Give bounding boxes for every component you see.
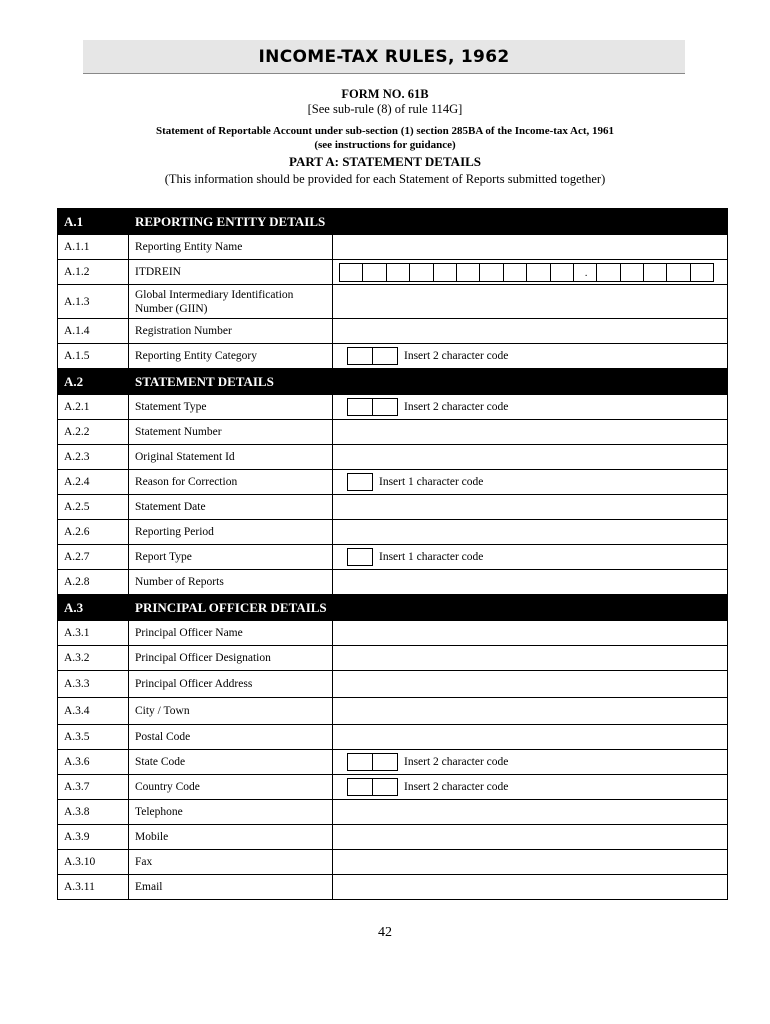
form-row-a3-1 [58,621,728,646]
form-row-a1-5 [58,344,728,369]
form-row-a2-6 [58,520,728,545]
row-label: Reason for Correction [129,470,333,495]
char-box[interactable] [347,473,373,491]
reason-for-correction-cell [333,470,728,495]
country-code-cell [333,775,728,800]
row-code: A.2.8 [58,570,129,595]
row-code: A.3.5 [58,725,129,750]
row-code: A.1.2 [58,260,129,285]
section-header-a2 [58,369,728,395]
row-label: Mobile [129,825,333,850]
form-number: FORM NO. 61B [341,87,429,101]
row-code: A.2.2 [58,420,129,445]
row-code: A.1.1 [58,235,129,260]
char-box[interactable] [347,753,373,771]
code-hint: Insert 2 character code [404,781,509,793]
row-label: Statement Number [129,420,333,445]
statement-form-table [57,208,728,900]
row-code: A.2.4 [58,470,129,495]
char-box[interactable] [347,778,373,796]
row-label: Reporting Period [129,520,333,545]
char-box[interactable] [386,263,410,282]
row-code: A.2.3 [58,445,129,470]
row-code: A.2.7 [58,545,129,570]
statement-line-2: (see instructions for guidance) [314,139,456,151]
sub-rule-reference: [See sub-rule (8) of rule 114G] [307,102,463,116]
document-title: INCOME-TAX RULES, 1962 [83,40,685,74]
row-code: A.3.6 [58,750,129,775]
form-row-a3-6 [58,750,728,775]
form-row-a2-4 [58,470,728,495]
char-box[interactable] [666,263,690,282]
form-row-a3-11 [58,875,728,900]
section-code: A.3 [58,595,129,621]
principal-officer-name-input[interactable] [333,621,728,646]
registration-number-input[interactable] [333,319,728,344]
original-statement-id-input[interactable] [333,445,728,470]
row-label: Number of Reports [129,570,333,595]
row-label: Principal Officer Name [129,621,333,646]
email-input[interactable] [333,875,728,900]
principal-officer-designation-input[interactable] [333,646,728,671]
page-number: 42 [378,925,392,940]
code-hint: Insert 1 character code [379,476,484,488]
row-code: A.3.10 [58,850,129,875]
form-row-a1-3 [58,285,728,319]
row-code: A.3.1 [58,621,129,646]
form-row-a3-7 [58,775,728,800]
char-box[interactable] [409,263,433,282]
form-row-a3-4 [58,698,728,725]
form-row-a3-3 [58,671,728,698]
char-box[interactable] [372,398,398,416]
form-row-a1-4 [58,319,728,344]
report-type-cell [333,545,728,570]
statement-description [0,124,770,152]
row-label: Fax [129,850,333,875]
form-row-a2-7 [58,545,728,570]
row-label: Original Statement Id [129,445,333,470]
info-note: (This information should be provided for each Statement of Reports submitted together) [164,172,606,186]
row-label: Reporting Entity Name [129,235,333,260]
form-row-a2-2 [58,420,728,445]
code-hint: Insert 1 character code [379,551,484,563]
postal-code-input[interactable] [333,725,728,750]
form-row-a3-2 [58,646,728,671]
form-row-a3-8 [58,800,728,825]
form-row-a3-10 [58,850,728,875]
char-box[interactable] [339,263,363,282]
giin-input[interactable] [333,285,728,319]
form-row-a2-5 [58,495,728,520]
itdrein-char-grid[interactable] [339,263,721,282]
mobile-input[interactable] [333,825,728,850]
statement-date-input[interactable] [333,495,728,520]
statement-type-cell [333,395,728,420]
form-row-a3-9 [58,825,728,850]
telephone-input[interactable] [333,800,728,825]
char-box[interactable] [596,263,620,282]
form-row-a2-3 [58,445,728,470]
row-label: Registration Number [129,319,333,344]
state-code-cell [333,750,728,775]
part-heading: PART A: STATEMENT DETAILS [288,154,482,169]
row-label: Email [129,875,333,900]
row-code: A.1.5 [58,344,129,369]
char-box[interactable] [550,263,574,282]
reporting-entity-name-input[interactable] [333,235,728,260]
char-box[interactable] [347,347,373,365]
section-header-a1 [58,209,728,235]
number-of-reports-input[interactable] [333,570,728,595]
itdrein-input[interactable] [333,260,728,285]
fax-input[interactable] [333,850,728,875]
section-code: A.2 [58,369,129,395]
section-code: A.1 [58,209,129,235]
row-code: A.3.11 [58,875,129,900]
form-row-a1-2 [58,260,728,285]
section-header-a3 [58,595,728,621]
row-code: A.1.3 [58,285,129,319]
char-box[interactable] [620,263,644,282]
row-code: A.3.8 [58,800,129,825]
row-label: Statement Date [129,495,333,520]
reporting-period-input[interactable] [333,520,728,545]
section-title: PRINCIPAL OFFICER DETAILS [129,595,728,621]
code-hint: Insert 2 character code [404,350,509,362]
row-code: A.2.5 [58,495,129,520]
form-row-a1-1 [58,235,728,260]
section-title: STATEMENT DETAILS [129,369,728,395]
principal-officer-address-input[interactable] [333,671,728,698]
row-label: Statement Type [129,395,333,420]
section-title: REPORTING ENTITY DETAILS [129,209,728,235]
row-label: Postal Code [129,725,333,750]
char-box[interactable] [372,778,398,796]
form-row-a2-8 [58,570,728,595]
char-box[interactable] [372,753,398,771]
row-label: Principal Officer Designation [129,646,333,671]
row-label: Country Code [129,775,333,800]
row-label: State Code [129,750,333,775]
char-box[interactable] [372,347,398,365]
char-box[interactable] [362,263,386,282]
char-box[interactable] [573,263,597,282]
row-code: A.2.6 [58,520,129,545]
code-hint: Insert 2 character code [404,401,509,413]
row-label: Report Type [129,545,333,570]
row-label: Global Intermediary Identification Number (GIIN) [129,285,333,319]
row-label: Telephone [129,800,333,825]
row-code: A.3.2 [58,646,129,671]
char-box[interactable] [503,263,527,282]
separator-dot: . [584,267,588,279]
char-box[interactable] [690,263,714,282]
row-code: A.3.4 [58,698,129,725]
row-code: A.3.7 [58,775,129,800]
row-code: A.2.1 [58,395,129,420]
city-town-input[interactable] [333,698,728,725]
char-box[interactable] [347,548,373,566]
char-box[interactable] [433,263,457,282]
row-label: Principal Officer Address [129,671,333,698]
char-box[interactable] [479,263,503,282]
row-label: Reporting Entity Category [129,344,333,369]
char-box[interactable] [347,398,373,416]
row-code: A.3.9 [58,825,129,850]
char-box[interactable] [643,263,667,282]
char-box[interactable] [456,263,480,282]
statement-number-input[interactable] [333,420,728,445]
row-label: City / Town [129,698,333,725]
code-hint: Insert 2 character code [404,756,509,768]
statement-line-1: Statement of Reportable Account under sub-section (1) section 285BA of the Income-tax Act, 1961 [155,125,615,137]
row-code: A.3.3 [58,671,129,698]
form-row-a3-5 [58,725,728,750]
row-code: A.1.4 [58,319,129,344]
reporting-entity-category-cell [333,344,728,369]
char-box[interactable] [526,263,550,282]
row-label: ITDREIN [129,260,333,285]
form-row-a2-1 [58,395,728,420]
